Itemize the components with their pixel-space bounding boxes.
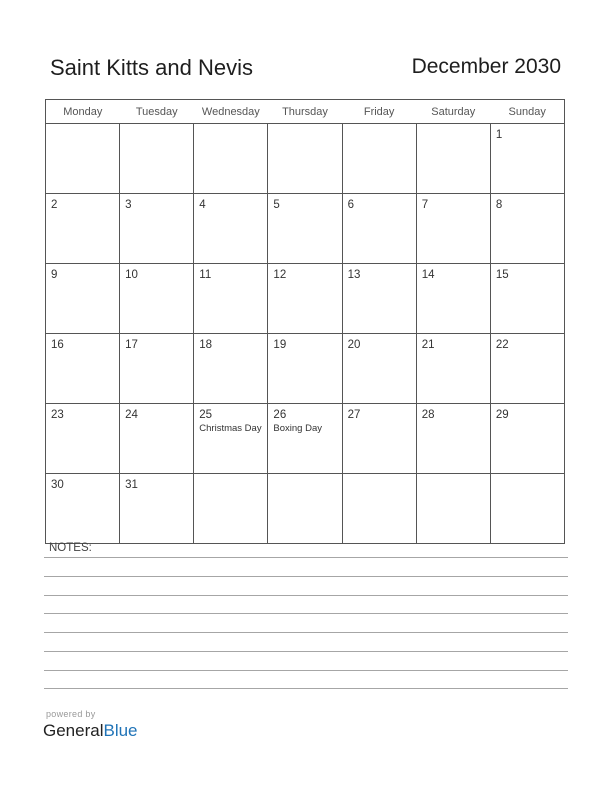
week-row [46, 264, 565, 334]
day-number: 30 [51, 479, 64, 491]
day-number: 17 [125, 339, 138, 351]
note-line [44, 557, 568, 558]
day-number: 28 [421, 409, 435, 421]
day-number: 19 [273, 339, 287, 351]
day-cell [46, 194, 120, 264]
weekday-monday: Monday [46, 100, 120, 124]
week-row [46, 124, 565, 194]
day-cell [194, 334, 268, 404]
day-cell [342, 334, 416, 404]
weekday-header-row [46, 100, 565, 124]
day-cell [490, 334, 564, 404]
month-year-title: December 2030 [411, 55, 561, 78]
day-number: 12 [273, 269, 287, 281]
weekday-thursday: Thursday [268, 100, 342, 124]
day-cell [268, 264, 342, 334]
day-cell [490, 404, 564, 474]
day-number: 31 [125, 479, 138, 491]
day-number: 11 [199, 269, 212, 281]
day-number: 8 [495, 199, 503, 211]
day-number: 9 [51, 269, 58, 281]
day-number: 6 [347, 199, 354, 211]
day-cell [416, 474, 490, 544]
day-number: 4 [199, 199, 206, 211]
day-cell [194, 194, 268, 264]
day-number: 27 [347, 409, 361, 421]
weekday-wednesday: Wednesday [194, 100, 268, 124]
day-cell [46, 404, 120, 474]
day-cell [120, 194, 194, 264]
day-cell [120, 334, 194, 404]
day-number: 10 [125, 269, 138, 281]
day-number: 2 [51, 199, 58, 211]
note-line [44, 670, 568, 671]
day-cell [194, 264, 268, 334]
note-line [44, 595, 568, 596]
week-row [46, 474, 565, 544]
day-cell [268, 194, 342, 264]
note-line [44, 688, 568, 689]
day-cell [342, 124, 416, 194]
day-number: 7 [421, 199, 429, 211]
weekday-saturday: Saturday [416, 100, 490, 124]
day-cell [268, 474, 342, 544]
day-cell [46, 334, 120, 404]
day-cell [416, 124, 490, 194]
day-number: 13 [347, 269, 361, 281]
day-cell [194, 404, 268, 474]
day-cell [416, 404, 490, 474]
day-number: 21 [421, 339, 435, 351]
note-line [44, 576, 568, 577]
day-cell [46, 124, 120, 194]
day-cell [490, 194, 564, 264]
day-number: 20 [347, 339, 361, 351]
day-cell [120, 264, 194, 334]
day-number: 22 [495, 339, 509, 351]
calendar-grid [45, 99, 565, 544]
country-title: Saint Kitts and Nevis [50, 55, 253, 80]
day-cell [120, 474, 194, 544]
day-number: 25 [199, 409, 213, 421]
day-cell [342, 474, 416, 544]
day-cell [490, 474, 564, 544]
weekday-friday: Friday [342, 100, 416, 124]
day-cell [46, 264, 120, 334]
day-cell [120, 124, 194, 194]
day-cell [416, 334, 490, 404]
day-cell [46, 474, 120, 544]
brand-general: General [43, 721, 104, 740]
day-cell [490, 124, 564, 194]
day-number: 24 [125, 409, 138, 421]
week-row [46, 404, 565, 474]
brand-blue: Blue [103, 721, 138, 740]
brand-logo [43, 721, 138, 741]
day-cell [120, 404, 194, 474]
day-cell [416, 264, 490, 334]
day-cell [342, 264, 416, 334]
day-number: 18 [199, 339, 213, 351]
day-cell [268, 334, 342, 404]
day-number: 26 [273, 409, 287, 421]
weekday-tuesday: Tuesday [120, 100, 194, 124]
day-number: 1 [495, 129, 503, 141]
note-line [44, 632, 568, 633]
day-number: 3 [125, 199, 132, 211]
week-row [46, 334, 565, 404]
day-number: 23 [51, 409, 64, 421]
day-cell [342, 194, 416, 264]
note-line [44, 613, 568, 614]
note-line [44, 651, 568, 652]
day-cell [194, 474, 268, 544]
week-row [46, 194, 565, 264]
day-cell [268, 404, 342, 474]
day-number: 29 [495, 409, 509, 421]
holiday-label: Boxing Day [273, 423, 323, 434]
day-number: 16 [51, 339, 64, 351]
day-cell [416, 194, 490, 264]
day-number: 14 [421, 269, 435, 281]
notes-label: NOTES: [49, 542, 92, 554]
day-number: 15 [495, 269, 509, 281]
day-cell [194, 124, 268, 194]
day-number: 5 [273, 199, 280, 211]
day-cell [268, 124, 342, 194]
weekday-sunday: Sunday [490, 100, 564, 124]
powered-by-text: powered by [46, 709, 96, 719]
holiday-label: Christmas Day [199, 423, 262, 434]
day-cell [490, 264, 564, 334]
day-cell [342, 404, 416, 474]
